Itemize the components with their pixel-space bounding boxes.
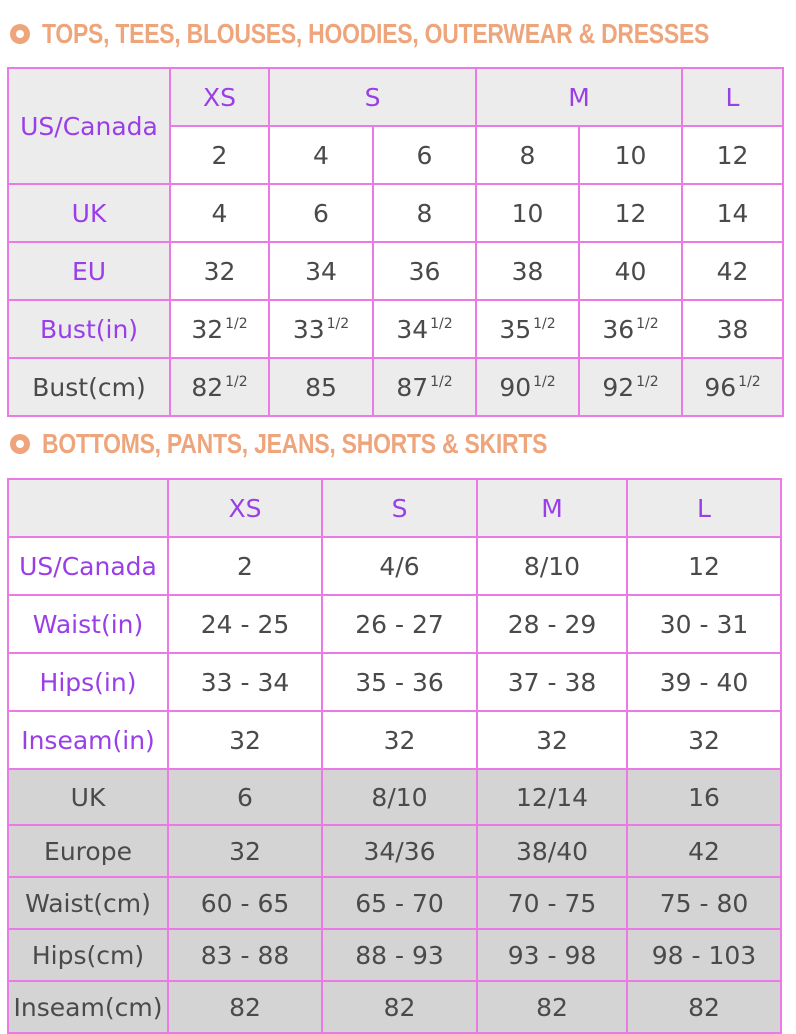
bottoms-cell: 2: [168, 537, 322, 595]
bottoms-cell: 70 - 75: [477, 877, 627, 929]
bottoms-cell: 38/40: [477, 825, 627, 877]
tops-cell: 4: [170, 184, 269, 242]
cell-value: 34: [396, 314, 429, 344]
bottoms-size-l: L: [627, 479, 781, 537]
bottoms-cell: 8/10: [322, 769, 477, 825]
tops-cell: 8: [373, 184, 476, 242]
tops-size-s: S: [269, 68, 476, 126]
bottoms-size-m: M: [477, 479, 627, 537]
bottoms-cell: 98 - 103: [627, 929, 781, 981]
tops-row-eu: [8, 242, 783, 300]
bottoms-row-label: Inseam(cm): [8, 981, 168, 1033]
bottoms-row-uk: [8, 769, 781, 825]
tops-cell: 42: [682, 242, 783, 300]
bottoms-row-waist-cm: [8, 877, 781, 929]
bottoms-row-waist-in: [8, 595, 781, 653]
bottoms-cell: 16: [627, 769, 781, 825]
bottoms-cell: 35 - 36: [322, 653, 477, 711]
bottoms-cell: 82: [322, 981, 477, 1033]
bottoms-section-title: [10, 428, 658, 460]
half-fraction: 1/2: [738, 373, 761, 390]
tops-cell: [269, 300, 373, 358]
tops-size-m: M: [476, 68, 682, 126]
half-fraction: 1/2: [636, 315, 659, 332]
tops-cell: 38: [476, 242, 579, 300]
half-fraction: 1/2: [430, 315, 453, 332]
half-fraction: 1/2: [225, 315, 248, 332]
bottoms-title-text: BOTTOMS, PANTS, JEANS, SHORTS & SKIRTS: [42, 428, 548, 459]
bottoms-cell: 12: [627, 537, 781, 595]
bottoms-cell: 75 - 80: [627, 877, 781, 929]
tops-size-xs: XS: [170, 68, 269, 126]
bottoms-row-label: US/Canada: [8, 537, 168, 595]
tops-cell: [579, 300, 682, 358]
bottoms-row-inseam-in: [8, 711, 781, 769]
tops-us-value: 2: [170, 126, 269, 184]
tops-cell: [682, 358, 783, 416]
bottoms-size-xs: XS: [168, 479, 322, 537]
tops-row-label: Bust(in): [8, 300, 170, 358]
tops-size-l: L: [682, 68, 783, 126]
bottoms-row-inseam-cm: [8, 981, 781, 1033]
tops-cell: 36: [373, 242, 476, 300]
half-fraction: 1/2: [636, 373, 659, 390]
bottoms-cell: 82: [477, 981, 627, 1033]
tops-cell: 34: [269, 242, 373, 300]
tops-row-bust-in: [8, 300, 783, 358]
half-fraction: 1/2: [533, 315, 556, 332]
bottoms-row-label: Europe: [8, 825, 168, 877]
cell-value: 87: [396, 372, 429, 402]
tops-row-label: EU: [8, 242, 170, 300]
tops-cell: [373, 300, 476, 358]
tops-section-title: [10, 18, 796, 50]
bottoms-size-table: [7, 478, 782, 1034]
bottoms-row-label: Hips(cm): [8, 929, 168, 981]
tops-cell: 6: [269, 184, 373, 242]
bottoms-cell: 32: [168, 825, 322, 877]
bottoms-cell: 8/10: [477, 537, 627, 595]
tops-us-value: 8: [476, 126, 579, 184]
half-fraction: 1/2: [326, 315, 350, 332]
bottoms-cell: 88 - 93: [322, 929, 477, 981]
circle-bullet-icon: [10, 24, 30, 44]
bottoms-row-label: UK: [8, 769, 168, 825]
bottoms-row-europe: [8, 825, 781, 877]
bottoms-row-hips-cm: [8, 929, 781, 981]
bottoms-cell: 28 - 29: [477, 595, 627, 653]
bottoms-cell: 34/36: [322, 825, 477, 877]
bottoms-cell: 65 - 70: [322, 877, 477, 929]
bottoms-cell: 82: [627, 981, 781, 1033]
tops-cell: [579, 358, 682, 416]
tops-cell: 14: [682, 184, 783, 242]
tops-us-canada-label: US/Canada: [8, 68, 170, 184]
bottoms-cell: 32: [168, 711, 322, 769]
bottoms-cell: 24 - 25: [168, 595, 322, 653]
bottoms-cell: 39 - 40: [627, 653, 781, 711]
tops-us-value: 4: [269, 126, 373, 184]
bottoms-row-label: Waist(in): [8, 595, 168, 653]
tops-us-value: 12: [682, 126, 783, 184]
half-fraction: 1/2: [225, 373, 248, 390]
cell-value: 33: [292, 314, 325, 344]
tops-cell: [170, 358, 269, 416]
tops-row-uk: [8, 184, 783, 242]
tops-size-table: [7, 67, 784, 417]
tops-title-text: TOPS, TEES, BLOUSES, HOODIES, OUTERWEAR & DRESSES: [42, 18, 710, 49]
bottoms-cell: 6: [168, 769, 322, 825]
cell-value: 96: [704, 372, 737, 402]
cell-value: 36: [602, 314, 635, 344]
bottoms-cell: 32: [322, 711, 477, 769]
bottoms-cell: 4/6: [322, 537, 477, 595]
bottoms-cell: 60 - 65: [168, 877, 322, 929]
cell-value: 35: [499, 314, 532, 344]
bottoms-row-us-canada: [8, 537, 781, 595]
bottoms-cell: 82: [168, 981, 322, 1033]
bottoms-row-hips-in: [8, 653, 781, 711]
tops-cell: 38: [682, 300, 783, 358]
bottoms-row-label: Waist(cm): [8, 877, 168, 929]
bottoms-cell: 37 - 38: [477, 653, 627, 711]
tops-row-bust-cm: [8, 358, 783, 416]
half-fraction: 1/2: [533, 373, 556, 390]
tops-cell: [170, 300, 269, 358]
tops-cell: 10: [476, 184, 579, 242]
tops-cell: 85: [269, 358, 373, 416]
tops-cell: 40: [579, 242, 682, 300]
bottoms-cell: 30 - 31: [627, 595, 781, 653]
bottoms-corner-cell: [8, 479, 168, 537]
bottoms-cell: 93 - 98: [477, 929, 627, 981]
tops-us-value: 6: [373, 126, 476, 184]
tops-cell: [476, 358, 579, 416]
tops-cell: [476, 300, 579, 358]
bottoms-cell: 83 - 88: [168, 929, 322, 981]
bottoms-cell: 42: [627, 825, 781, 877]
tops-cell: 12: [579, 184, 682, 242]
bottoms-cell: 32: [477, 711, 627, 769]
tops-row-label: UK: [8, 184, 170, 242]
bottoms-row-label: Inseam(in): [8, 711, 168, 769]
bottoms-row-label: Hips(in): [8, 653, 168, 711]
tops-row-label: Bust(cm): [8, 358, 170, 416]
circle-bullet-icon: [10, 434, 30, 454]
bottoms-cell: 12/14: [477, 769, 627, 825]
tops-cell: [373, 358, 476, 416]
half-fraction: 1/2: [430, 373, 453, 390]
cell-value: 92: [602, 372, 635, 402]
cell-value: 32: [191, 314, 224, 344]
bottoms-size-s: S: [322, 479, 477, 537]
bottoms-cell: 33 - 34: [168, 653, 322, 711]
bottoms-cell: 26 - 27: [322, 595, 477, 653]
bottoms-cell: 32: [627, 711, 781, 769]
tops-cell: 32: [170, 242, 269, 300]
cell-value: 82: [191, 372, 224, 402]
tops-us-value: 10: [579, 126, 682, 184]
cell-value: 90: [499, 372, 532, 402]
